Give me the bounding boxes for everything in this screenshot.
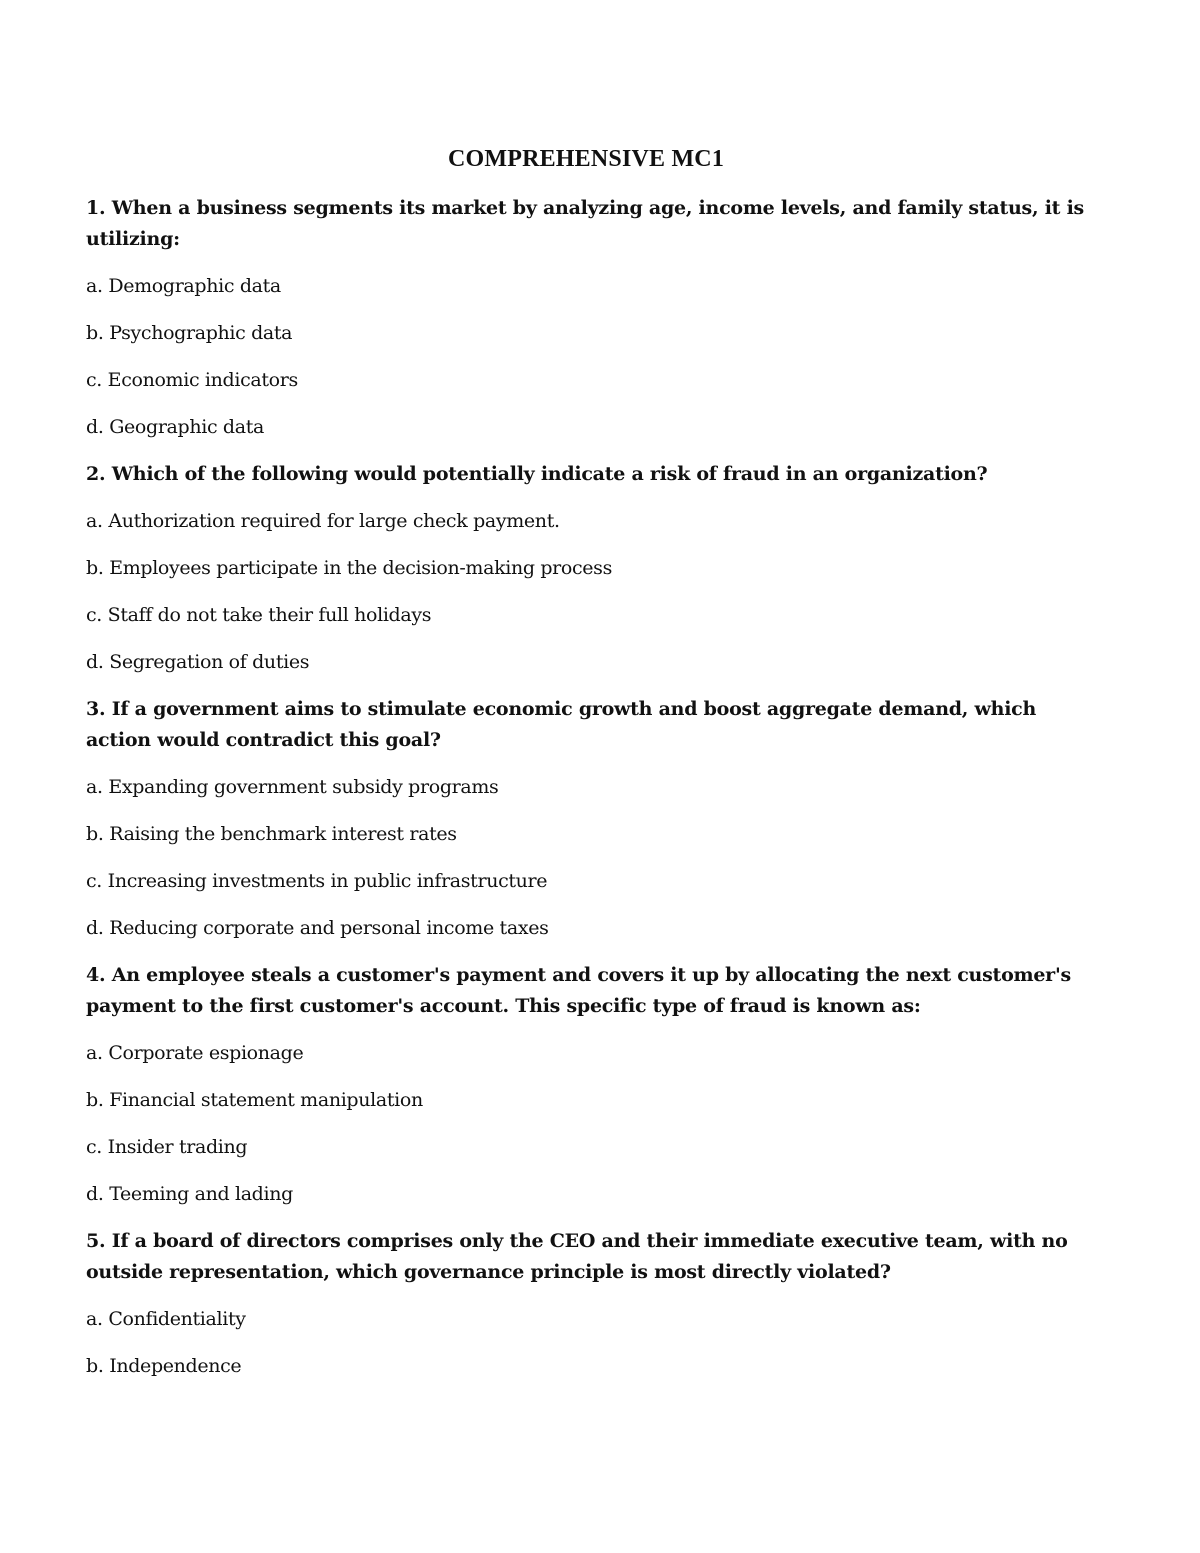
answer-option: a. Expanding government subsidy programs	[86, 776, 499, 798]
answer-option: a. Authorization required for large check payment.	[86, 510, 560, 532]
answer-option: a. Demographic data	[86, 275, 281, 297]
answer-option: c. Increasing investments in public infrastructure	[86, 870, 548, 892]
question-text	[86, 193, 1086, 255]
answer-option: c. Staff do not take their full holidays	[86, 604, 432, 626]
question-prompt: An employee steals a customer's payment and covers it up by allocating the next customer's payment to the first customer's account. This specific type of fraud is known as:	[86, 964, 1071, 1017]
question-text	[86, 694, 1086, 756]
answer-option: b. Independence	[86, 1355, 242, 1377]
question-list	[86, 193, 1086, 1398]
answer-option: b. Financial statement manipulation	[86, 1089, 423, 1111]
answer-option: d. Geographic data	[86, 416, 264, 438]
question-3	[86, 694, 1086, 944]
question-number: 4.	[86, 964, 106, 986]
question-1	[86, 193, 1086, 443]
question-text	[86, 459, 1086, 490]
answer-option: a. Confidentiality	[86, 1308, 246, 1330]
question-prompt: If a board of directors comprises only the CEO and their immediate executive team, with no outside representation, which governance principle is most directly violated?	[86, 1230, 1068, 1283]
question-text	[86, 960, 1086, 1022]
answer-option: a. Corporate espionage	[86, 1042, 304, 1064]
question-number: 2.	[86, 463, 106, 485]
question-prompt: Which of the following would potentially indicate a risk of fraud in an organization?	[111, 463, 988, 485]
answer-option: d. Teeming and lading	[86, 1183, 293, 1205]
answer-option: b. Psychographic data	[86, 322, 293, 344]
question-4	[86, 960, 1086, 1210]
question-text	[86, 1226, 1086, 1288]
question-number: 5.	[86, 1230, 106, 1252]
question-number: 1.	[86, 197, 106, 219]
question-number: 3.	[86, 698, 106, 720]
answer-option: b. Employees participate in the decision-making process	[86, 557, 612, 579]
question-2	[86, 459, 1086, 678]
answer-option: b. Raising the benchmark interest rates	[86, 823, 457, 845]
answer-option: c. Insider trading	[86, 1136, 248, 1158]
question-5	[86, 1226, 1086, 1382]
question-prompt: When a business segments its market by analyzing age, income levels, and family status, it is utilizing:	[86, 197, 1084, 250]
answer-option: d. Reducing corporate and personal income taxes	[86, 917, 549, 939]
question-prompt: If a government aims to stimulate economic growth and boost aggregate demand, which action would contradict this goal?	[86, 698, 1037, 751]
answer-option: c. Economic indicators	[86, 369, 298, 391]
document-title: COMPREHENSIVE MC1	[447, 146, 725, 172]
answer-option: d. Segregation of duties	[86, 651, 310, 673]
